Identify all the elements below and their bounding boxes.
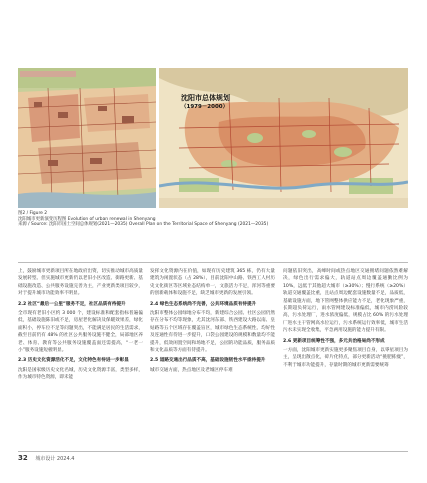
map-years: （1979－2000） <box>181 104 229 110</box>
footer-divider <box>18 451 408 452</box>
shenyang-master-plan-map <box>159 68 408 208</box>
caption-title: 沈阳城市更新演变历程图 Evolution of urban renewal in Shenyang <box>18 216 156 222</box>
section-heading: 2.4 绿色生态系统尚不完善，公共环境品质有待提升 <box>150 301 257 307</box>
historical-map-illustration <box>18 68 156 208</box>
master-plan-illustration <box>159 68 408 208</box>
page-number: 32 <box>18 454 28 462</box>
section-heading: 2.6 更新项目统筹性不强，多元共治格局尚不形成 <box>283 338 385 344</box>
section-heading: 2.3 历史文化资源活化不足，文化特色有待进一步彰显 <box>18 358 129 364</box>
section-heading: 2.5 道路交通出行品质不高，基础设施韧性水平亟待提升 <box>150 358 266 364</box>
body-paragraph: 沈阳是国家级历史文化名城，历史文化资源丰富，类型多样，作为城市特色资源，即未能 <box>18 367 143 381</box>
body-paragraph: 一方面，沈阳城市更新实施更多聚焦项目自身，以零星项目为主，呈现出散点化，碎片化特点，部分更新活动“挑肥拣瘦”，不利于城市功能提升，存量时期的城市更新需要统筹 <box>283 348 408 368</box>
caption-label: 图2 / Figure 2 <box>18 211 48 216</box>
caption-source: 来源 / Source: 沈阳市国土空间总体规划(2021—2035) Overall Plan on the Territorial Space of Shenyang (2021—2035) <box>18 222 269 228</box>
body-paragraph: 发挥文化资源内在价值，如现有历史建筑 365 栋，仍有大量建筑为闲置状态（占 28%），目前沈阳中山路、铁西工人村历史文化街区等区域业态结构单一，文旅活力不足，浑河等重要的创新载体和设施不足，缺乏城市更新的发展引领。 <box>150 269 275 297</box>
figure-caption <box>18 211 408 228</box>
text-column-2 <box>150 268 275 375</box>
map-title-block <box>181 94 230 112</box>
figure-2 <box>18 68 408 208</box>
body-paragraph: 问题依旧突出，高峰时间或热点地区交通拥堵问题依然难解决，绿色出行需求偏大，轨道站点周边覆盖通勤比例为 10%，远低于其他超大城市（≥30%）；慢行系统（≥20%）轨道交通覆盖比重，且站点周边配套设施数量不足，品质低，基础设施方面，地下管网整体供应能力不足，老化现象严重，长期超负荷运行，雨水管网建设标准偏低，城市内涝风险较高，污水处理厂，进水浓度偏低，规模占比 60% 的污水处理厂进水主干管网高水位运行，污水系统运行效率低，城市生活污水未实现全收集，平急两用设施的能力提升有限。 <box>283 269 408 334</box>
text-column-1 <box>18 268 143 383</box>
divider <box>18 262 408 263</box>
journal-name: 城市设计 2024.4 <box>35 456 75 462</box>
body-paragraph: 上，鼓励城市更新项目所在地政府出资，切实推动城市高质量发展转型。但实施城市更新仍以老旧小区改造、街路更新、基础设施改造、公共服务设施完善为主，产业更新类项目较少，对于提升城市功能效率不明显。 <box>18 269 143 297</box>
body-paragraph: 城市交通方面，热点地区及老城区停车难 <box>150 367 233 373</box>
historical-map-left <box>18 68 156 208</box>
body-paragraph: 全市现有老旧小区约 3 000 个，建设标准和配套指标普遍偏低，基础设施陈旧或不足，房屋老化解决及保暖效果差，绿化面积小，停车位不足等问题突出，不能满足居民的生活需求，截至目前仍有 48% 的社区公共服务设施不健全，局部地区养老、体育、教育等公共服务设施覆盖面还需提高，“一老一小”服务设施短板明显。 <box>18 311 143 354</box>
page-footer <box>18 454 74 462</box>
body-paragraph: 沈阳市整体公园绿地分布不均，新建综合公园、社区公园仍然存在分布不均等现象，尤其沈河东部、铁西建设大路以南、皇姑路等五个区域存在覆盖盲区，城市绿色生态系统性、均好性及连通性有待进一步提升，口袋公园建设的规模和数量均不能提升，低效闲置空间和场地不足，公园的功能品质，服务品质和文化品质等方面有待提升。 <box>150 311 275 354</box>
map-title: 沈阳市总体规划 <box>181 94 230 102</box>
text-column-3 <box>283 268 408 370</box>
section-heading: 2.2 社区“最后一公里”服务不足，社区品质有待提升 <box>18 301 126 307</box>
